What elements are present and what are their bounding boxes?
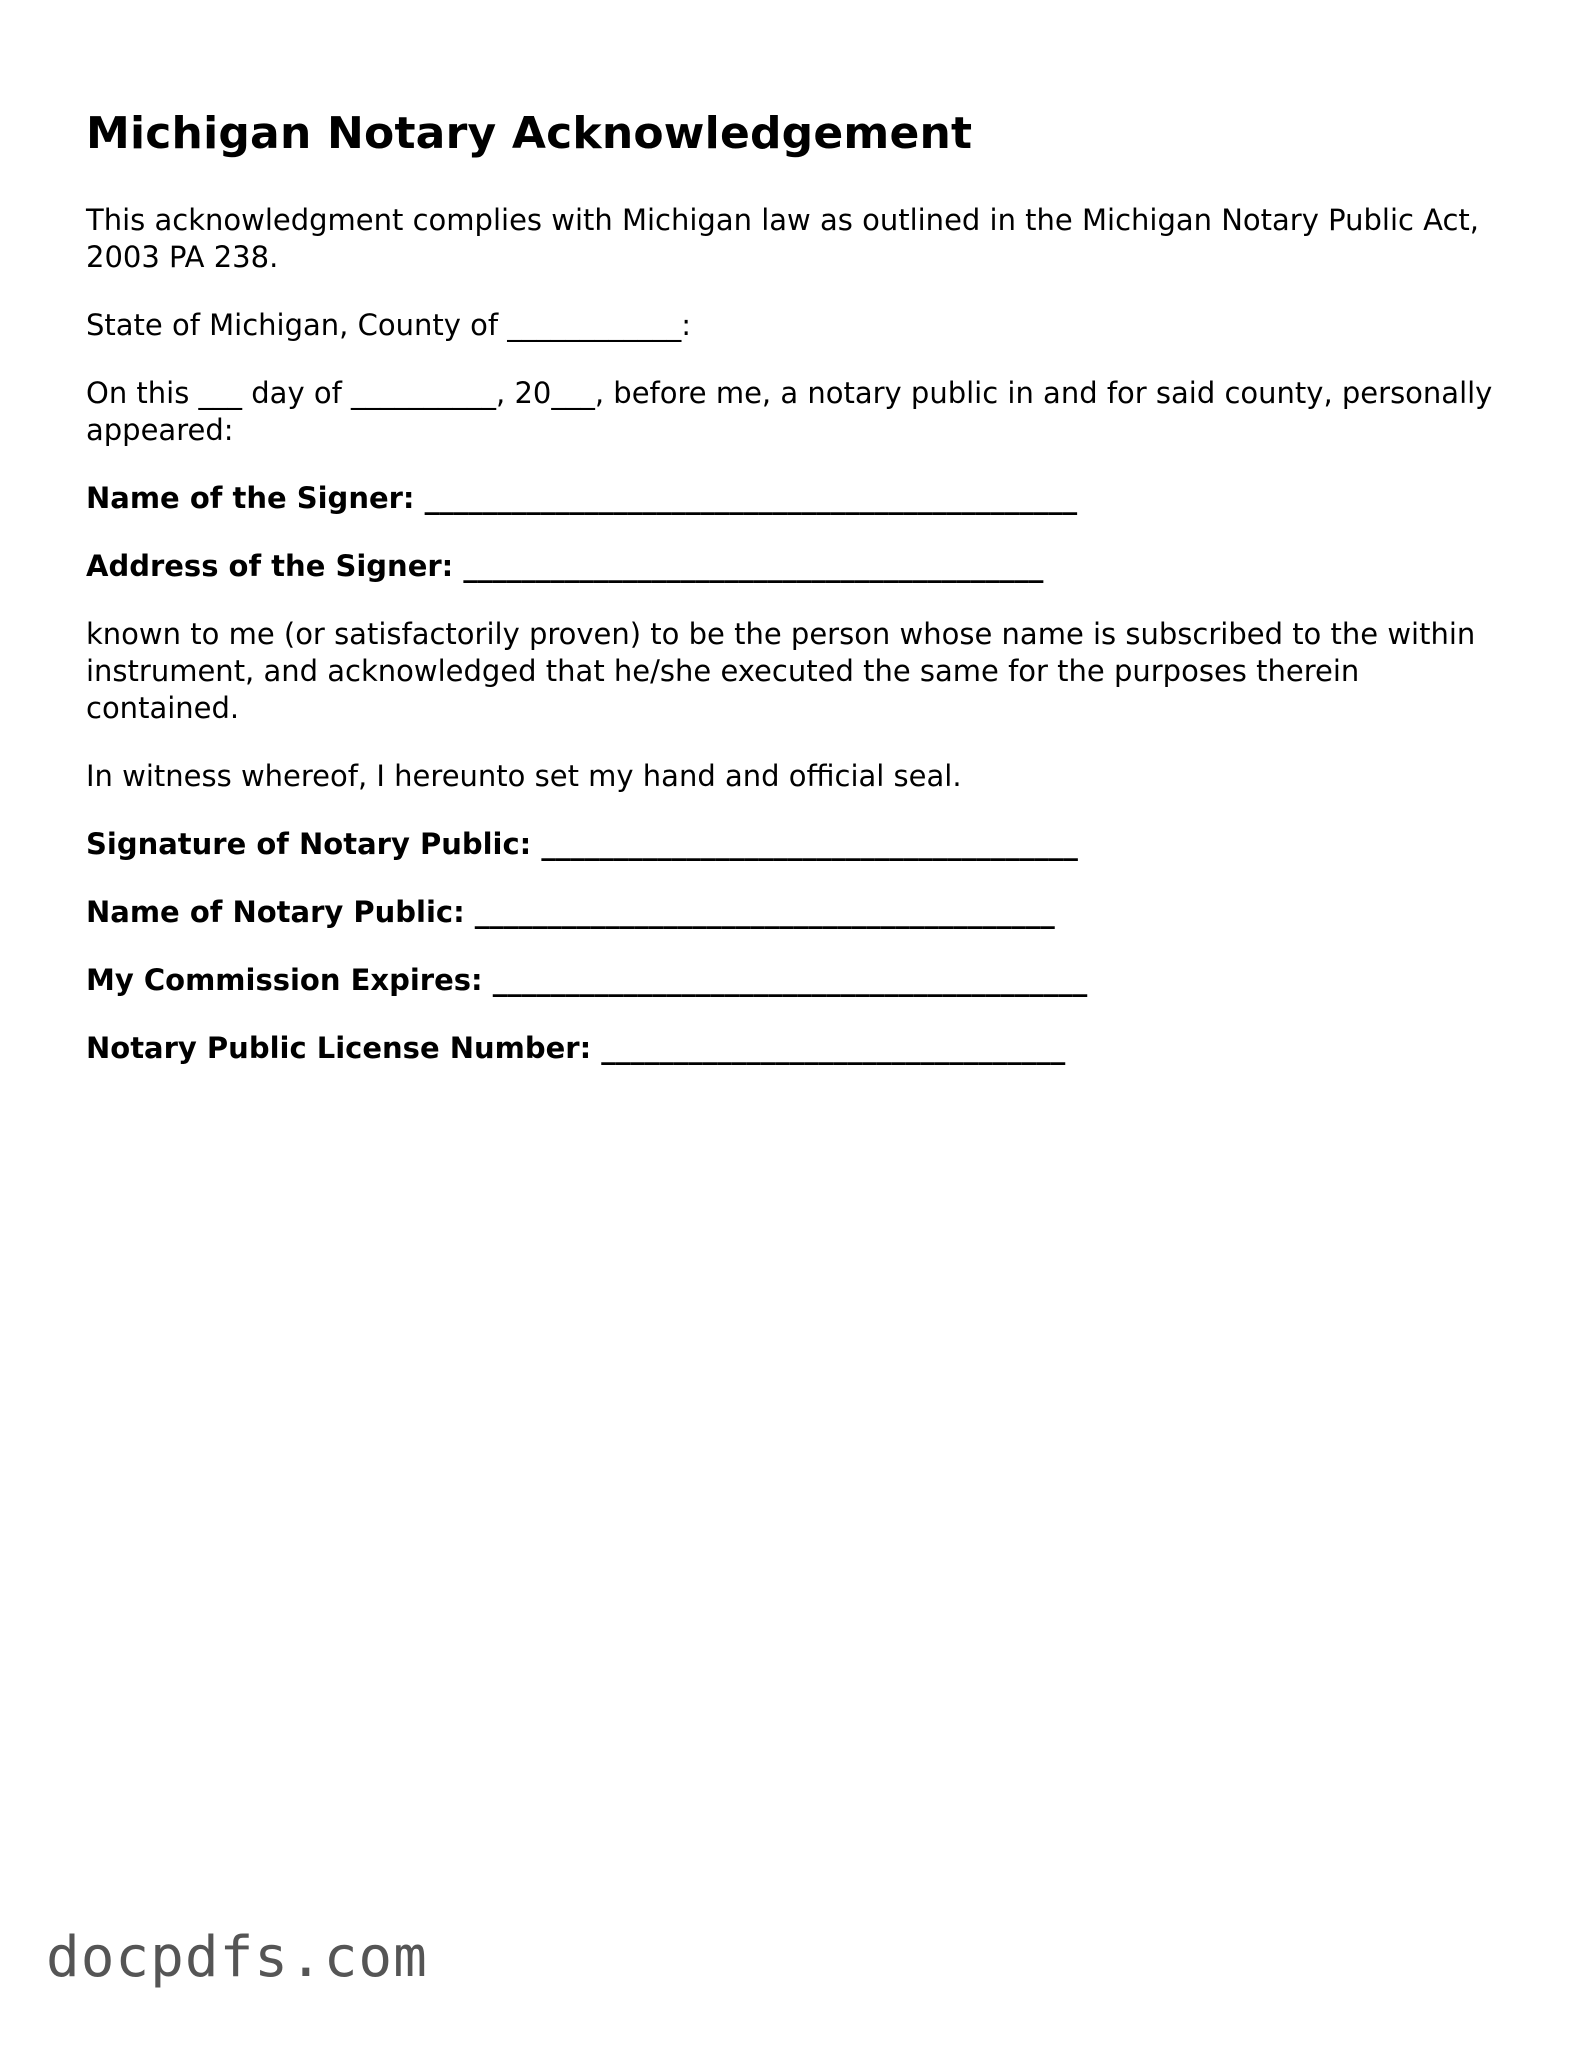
acknowledgment-paragraph: known to me (or satisfactorily proven) to be the person whose name is subscribed to the within instrument, and acknowledged that he/she executed the same for the purposes therein contained. xyxy=(86,617,1476,725)
notary-name-field: Name of Notary Public: ________________________________________ xyxy=(86,895,1055,929)
commission-expires-field: My Commission Expires: _________________________________________ xyxy=(86,963,1088,997)
signer-address-field: Address of the Signer: ________________________________________ xyxy=(86,549,1044,583)
intro-paragraph: This acknowledgment complies with Michigan law as outlined in the Michigan Notary Public Act, 2003 PA 238. xyxy=(86,203,1480,274)
witness-paragraph: In witness whereof, I hereunto set my hand and official seal. xyxy=(86,759,962,793)
signer-name-field: Name of the Signer: _____________________________________________ xyxy=(86,481,1078,515)
notary-signature-field: Signature of Notary Public: _____________________________________ xyxy=(86,827,1078,861)
date-line: On this ___ day of __________, 20___, before me, a notary public in and for said county, personally appeared: xyxy=(86,376,1493,447)
page-title: Michigan Notary Acknowledgement xyxy=(86,108,973,159)
document-page xyxy=(86,104,1506,1098)
license-number-field: Notary Public License Number: ________________________________ xyxy=(86,1031,1066,1065)
venue-line: State of Michigan, County of ____________: xyxy=(86,308,692,342)
watermark: docpdfs.com xyxy=(46,1925,428,1990)
